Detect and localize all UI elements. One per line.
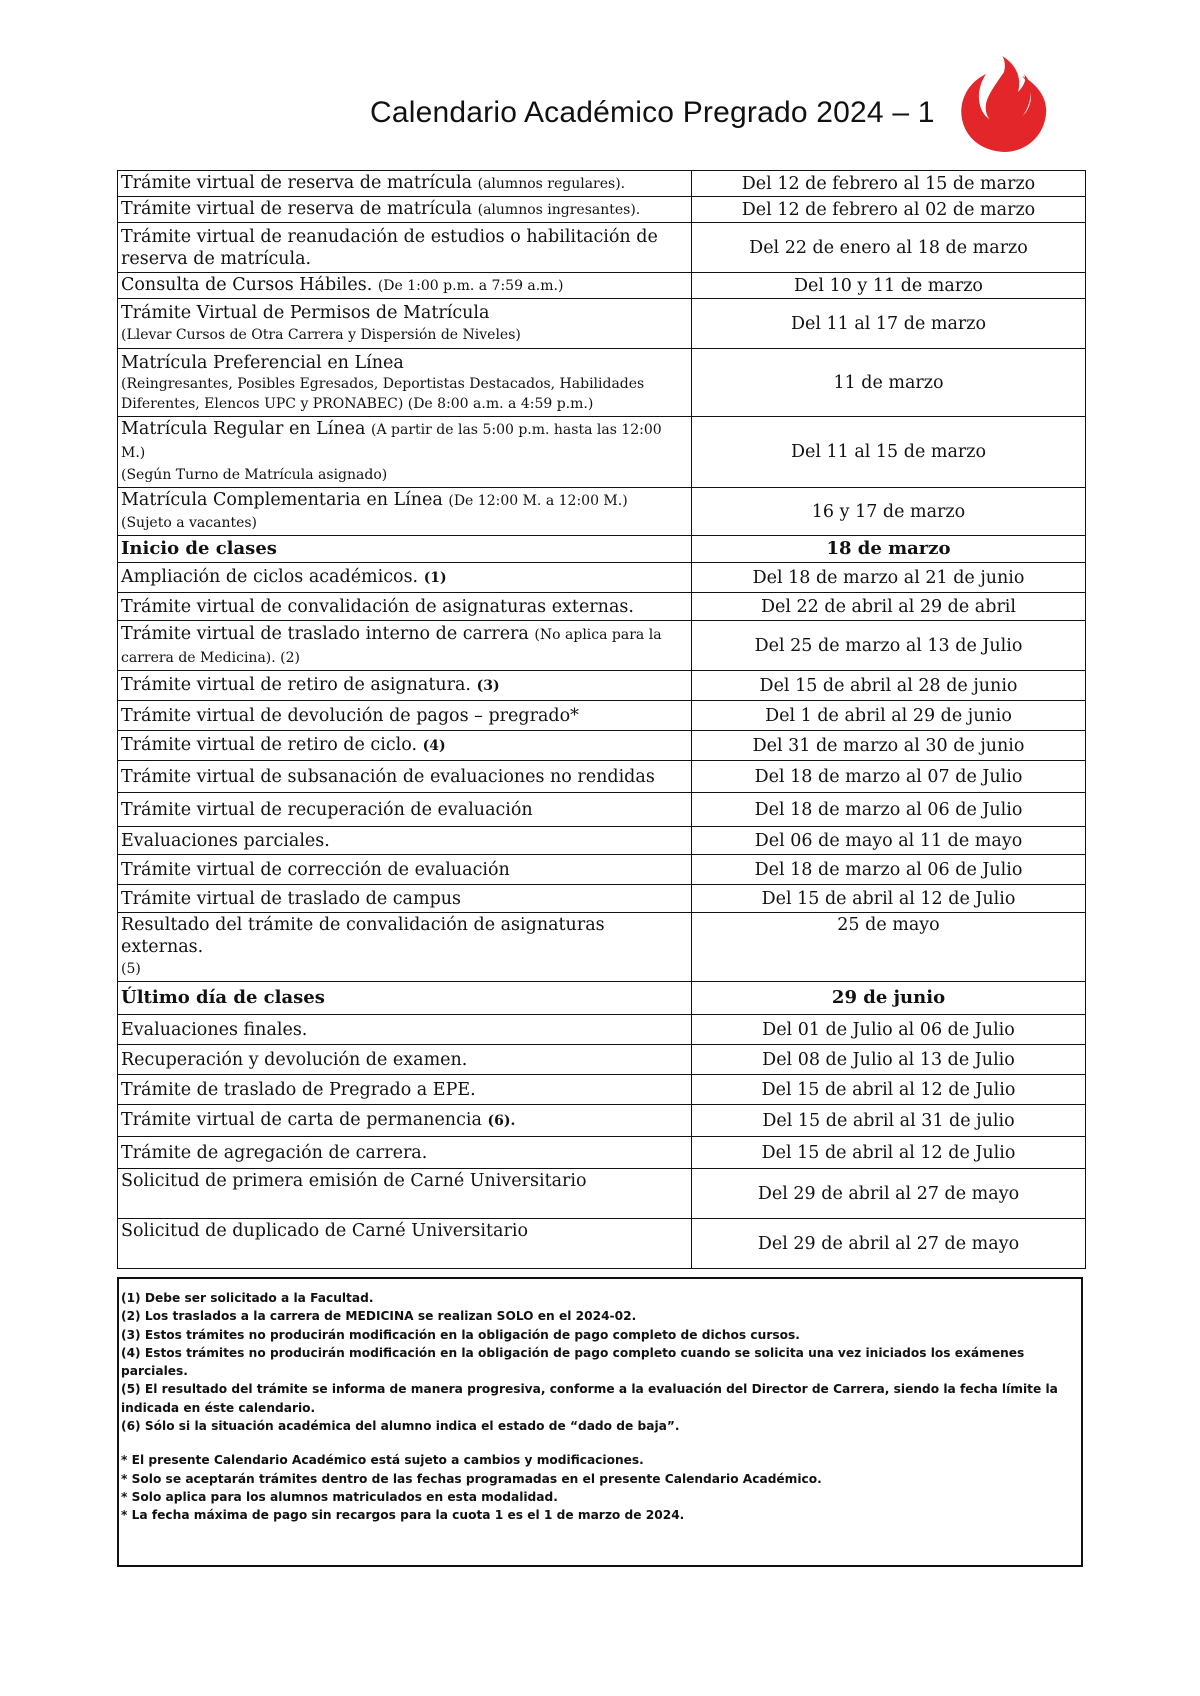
date-cell: Del 18 de marzo al 07 de Julio bbox=[692, 761, 1086, 793]
table-row bbox=[118, 1015, 1086, 1045]
note-item: (6) Sólo si la situación académica del alumno indica el estado de “dado de baja”. bbox=[121, 1419, 680, 1434]
notes-box bbox=[117, 1277, 1083, 1567]
spacer bbox=[121, 1435, 1079, 1451]
table-row bbox=[118, 563, 1086, 593]
table-row bbox=[118, 827, 1086, 855]
date-cell: Del 18 de marzo al 21 de junio bbox=[692, 563, 1086, 593]
table-row bbox=[118, 621, 1086, 671]
table-row bbox=[118, 417, 1086, 488]
table-row bbox=[118, 761, 1086, 793]
activity-cell: Trámite de agregación de carrera. bbox=[118, 1137, 692, 1169]
upc-flame-logo bbox=[952, 54, 1056, 158]
table-row bbox=[118, 731, 1086, 761]
activity-cell: Trámite virtual de carta de permanencia (6). bbox=[118, 1105, 692, 1137]
date-cell: Del 11 al 15 de marzo bbox=[692, 417, 1086, 488]
note-item: (1) Debe ser solicitado a la Facultad. bbox=[121, 1291, 374, 1305]
table-row bbox=[118, 299, 1086, 349]
activity-cell: Trámite de traslado de Pregrado a EPE. bbox=[118, 1075, 692, 1105]
date-cell: Del 15 de abril al 12 de Julio bbox=[692, 1137, 1086, 1169]
date-cell: Del 22 de enero al 18 de marzo bbox=[692, 223, 1086, 273]
date-cell: Del 11 al 17 de marzo bbox=[692, 299, 1086, 349]
activity-cell: Trámite Virtual de Permisos de Matrícula (Llevar Cursos de Otra Carrera y Dispersión de Niveles) bbox=[118, 299, 692, 349]
table-row bbox=[118, 885, 1086, 913]
activity-cell: Trámite virtual de convalidación de asignaturas externas. bbox=[118, 593, 692, 621]
footnote-item: * Solo se aceptarán trámites dentro de las fechas programadas en el presente Calendario Académico. bbox=[121, 1471, 822, 1486]
activity-cell: Consulta de Cursos Hábiles. (De 1:00 p.m. a 7:59 a.m.) bbox=[118, 273, 692, 299]
table-row-header bbox=[118, 982, 1086, 1015]
date-cell: 25 de mayo bbox=[692, 913, 1086, 982]
activity-cell: Último día de clases bbox=[118, 982, 692, 1015]
date-cell: 29 de junio bbox=[692, 982, 1086, 1015]
date-cell: Del 15 de abril al 12 de Julio bbox=[692, 1075, 1086, 1105]
note-item: (4) Estos trámites no producirán modificación en la obligación de pago completo cuando se solicita una vez iniciados los exámenes parciales. bbox=[121, 1345, 1025, 1379]
activity-cell: Ampliación de ciclos académicos. (1) bbox=[118, 563, 692, 593]
activity-cell: Matrícula Complementaria en Línea (De 12:00 M. a 12:00 M.) (Sujeto a vacantes) bbox=[118, 488, 692, 536]
activity-cell: Matrícula Preferencial en Línea (Reingresantes, Posibles Egresados, Deportistas Destacados, Habilidades Diferentes, Elencos UPC y PRONABEC) (De 8:00 a.m. a 4:59 p.m.) bbox=[118, 349, 692, 417]
activity-cell: Trámite virtual de retiro de asignatura. (3) bbox=[118, 671, 692, 701]
note-item: (5) El resultado del trámite se informa de manera progresiva, conforme a la evaluación del Director de Carrera, siendo la fecha límite la indicada en éste calendario. bbox=[121, 1382, 1058, 1415]
date-cell: 18 de marzo bbox=[692, 536, 1086, 563]
note-item: (3) Estos trámites no producirán modificación en la obligación de pago completo de dichos cursos. bbox=[121, 1327, 800, 1342]
note-item: (2) Los traslados a la carrera de MEDICINA se realizan SOLO en el 2024-02. bbox=[121, 1309, 637, 1324]
date-cell: Del 22 de abril al 29 de abril bbox=[692, 593, 1086, 621]
date-cell: Del 31 de marzo al 30 de junio bbox=[692, 731, 1086, 761]
activity-cell: Evaluaciones parciales. bbox=[118, 827, 692, 855]
activity-cell: Trámite virtual de corrección de evaluación bbox=[118, 855, 692, 885]
table-row bbox=[118, 855, 1086, 885]
footnote-item: * Solo aplica para los alumnos matriculados en esta modalidad. bbox=[121, 1489, 558, 1504]
date-cell: Del 29 de abril al 27 de mayo bbox=[692, 1169, 1086, 1219]
date-cell: Del 25 de marzo al 13 de Julio bbox=[692, 621, 1086, 671]
table-row bbox=[118, 273, 1086, 299]
activity-cell: Recuperación y devolución de examen. bbox=[118, 1045, 692, 1075]
date-cell: Del 08 de Julio al 13 de Julio bbox=[692, 1045, 1086, 1075]
footnote-item: * La fecha máxima de pago sin recargos para la cuota 1 es el 1 de marzo de 2024. bbox=[121, 1508, 685, 1523]
activity-cell: Trámite virtual de reserva de matrícula (alumnos regulares). bbox=[118, 171, 692, 197]
activity-cell: Trámite virtual de retiro de ciclo. (4) bbox=[118, 731, 692, 761]
table-row bbox=[118, 197, 1086, 223]
table-row bbox=[118, 1219, 1086, 1269]
date-cell: 16 y 17 de marzo bbox=[692, 488, 1086, 536]
activity-cell: Solicitud de duplicado de Carné Universitario bbox=[118, 1219, 692, 1269]
date-cell: Del 1 de abril al 29 de junio bbox=[692, 701, 1086, 731]
table-row bbox=[118, 1169, 1086, 1219]
activity-cell: Evaluaciones finales. bbox=[118, 1015, 692, 1045]
activity-cell: Resultado del trámite de convalidación de asignaturas externas. (5) bbox=[118, 913, 692, 982]
date-cell: Del 29 de abril al 27 de mayo bbox=[692, 1219, 1086, 1269]
date-cell: Del 10 y 11 de marzo bbox=[692, 273, 1086, 299]
date-cell: Del 12 de febrero al 02 de marzo bbox=[692, 197, 1086, 223]
date-cell: 11 de marzo bbox=[692, 349, 1086, 417]
table-row bbox=[118, 671, 1086, 701]
activity-cell: Trámite virtual de reanudación de estudios o habilitación de reserva de matrícula. bbox=[118, 223, 692, 273]
table-row bbox=[118, 701, 1086, 731]
activity-cell: Trámite virtual de reserva de matrícula (alumnos ingresantes). bbox=[118, 197, 692, 223]
footnote-item: * El presente Calendario Académico está sujeto a cambios y modificaciones. bbox=[121, 1453, 644, 1468]
activity-cell: Trámite virtual de devolución de pagos – pregrado* bbox=[118, 701, 692, 731]
table-row bbox=[118, 171, 1086, 197]
table-row bbox=[118, 1045, 1086, 1075]
date-cell: Del 15 de abril al 31 de julio bbox=[692, 1105, 1086, 1137]
table-row bbox=[118, 1075, 1086, 1105]
table-row bbox=[118, 223, 1086, 273]
table-row bbox=[118, 488, 1086, 536]
activity-cell: Trámite virtual de traslado de campus bbox=[118, 885, 692, 913]
date-cell: Del 12 de febrero al 15 de marzo bbox=[692, 171, 1086, 197]
activity-cell: Inicio de clases bbox=[118, 536, 692, 563]
table-row bbox=[118, 349, 1086, 417]
table-row bbox=[118, 1105, 1086, 1137]
date-cell: Del 01 de Julio al 06 de Julio bbox=[692, 1015, 1086, 1045]
table-row-header bbox=[118, 536, 1086, 563]
table-row bbox=[118, 1137, 1086, 1169]
calendar-table bbox=[117, 170, 1086, 1269]
date-cell: Del 18 de marzo al 06 de Julio bbox=[692, 793, 1086, 827]
activity-cell: Trámite virtual de recuperación de evaluación bbox=[118, 793, 692, 827]
date-cell: Del 18 de marzo al 06 de Julio bbox=[692, 855, 1086, 885]
activity-cell: Trámite virtual de traslado interno de carrera (No aplica para la carrera de Medicina). (2) bbox=[118, 621, 692, 671]
activity-cell: Solicitud de primera emisión de Carné Universitario bbox=[118, 1169, 692, 1219]
activity-cell: Matrícula Regular en Línea (A partir de las 5:00 p.m. hasta las 12:00 M.) (Según Turno de Matrícula asignado) bbox=[118, 417, 692, 488]
date-cell: Del 15 de abril al 28 de junio bbox=[692, 671, 1086, 701]
date-cell: Del 15 de abril al 12 de Julio bbox=[692, 885, 1086, 913]
table-row bbox=[118, 593, 1086, 621]
date-cell: Del 06 de mayo al 11 de mayo bbox=[692, 827, 1086, 855]
activity-cell: Trámite virtual de subsanación de evaluaciones no rendidas bbox=[118, 761, 692, 793]
page-title: Calendario Académico Pregrado 2024 – 1 bbox=[370, 96, 935, 129]
table-row bbox=[118, 913, 1086, 982]
table-row bbox=[118, 793, 1086, 827]
